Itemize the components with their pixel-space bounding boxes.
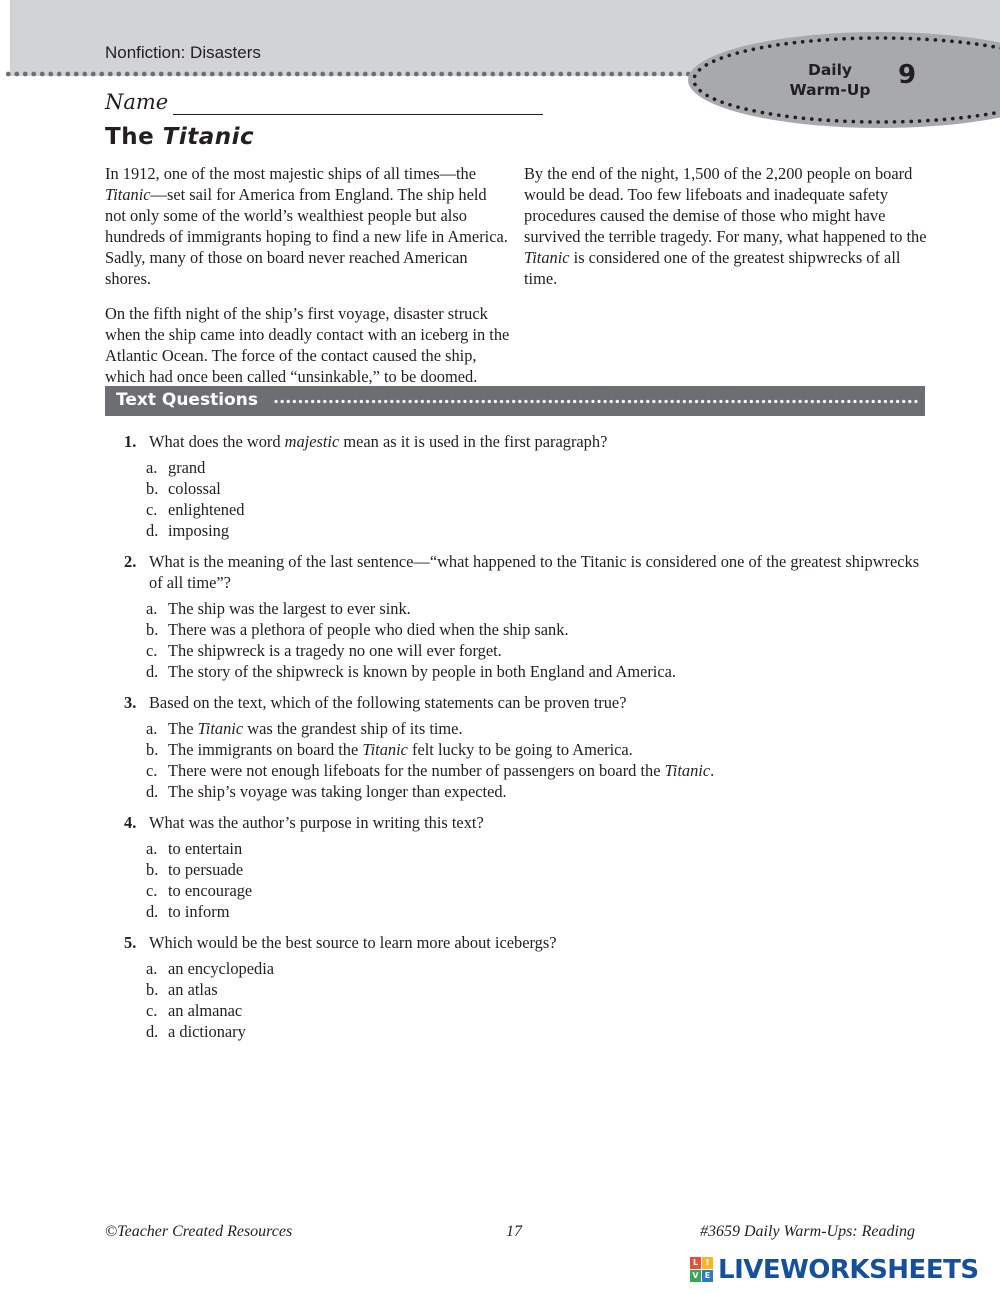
badge-line2: Warm-Up <box>789 81 871 99</box>
badge-number: 9 <box>898 60 917 90</box>
answer-options <box>105 718 925 802</box>
logo-tile-i: I <box>702 1257 713 1269</box>
question-item <box>105 431 925 541</box>
answer-option[interactable]: a. The Titanic was the grandest ship of its time. <box>146 719 463 738</box>
question-stem: 1. What does the word majestic mean as it is used in the first paragraph? <box>124 432 608 451</box>
page-title <box>105 124 254 150</box>
passage-column-left <box>105 163 510 401</box>
logo-tile-l: L <box>690 1257 701 1269</box>
section-header-bar <box>105 386 925 416</box>
title-italic: Titanic <box>162 124 255 150</box>
passage-column-right <box>524 163 934 303</box>
footer-copyright: ©Teacher Created Resources <box>105 1223 293 1240</box>
question-number: 1. <box>124 432 137 451</box>
answer-option[interactable]: c. an almanac <box>146 1001 243 1020</box>
answer-option[interactable]: b. to persuade <box>146 860 244 879</box>
answer-option[interactable]: d. to inform <box>146 902 230 921</box>
question-item <box>105 812 925 922</box>
answer-option[interactable]: a. to entertain <box>146 839 243 858</box>
category-label: Nonfiction: Disasters <box>105 43 261 62</box>
answer-option[interactable]: a. The ship was the largest to ever sink. <box>146 599 411 618</box>
name-field <box>105 90 168 120</box>
liveworksheets-logo-icon <box>690 1257 714 1283</box>
answer-options <box>105 958 925 1042</box>
answer-option[interactable]: b. There was a plethora of people who died when the ship sank. <box>146 620 569 639</box>
answer-options <box>105 838 925 922</box>
answer-options <box>105 457 925 541</box>
badge-label <box>782 60 878 100</box>
section-title: Text Questions <box>116 390 258 410</box>
question-item <box>105 551 925 682</box>
question-item <box>105 932 925 1042</box>
question-number: 5. <box>124 933 137 952</box>
footer-page-number: 17 <box>506 1223 522 1240</box>
name-label: Name <box>105 90 169 114</box>
question-number: 3. <box>124 693 137 712</box>
passage-paragraph-2: On the fifth night of the ship’s first voyage, disaster struck when the ship came into deadly contact with an iceberg in the Atlantic Ocean. The force of the contact caused the ship, which had once been called “unsinkable,” to be doomed. <box>105 304 510 386</box>
answer-option[interactable]: d. a dictionary <box>146 1022 246 1041</box>
footer-book-title: #3659 Daily Warm-Ups: Reading <box>700 1223 915 1240</box>
answer-option[interactable]: d. imposing <box>146 521 230 540</box>
question-number: 2. <box>124 552 137 571</box>
passage-paragraph-1: In 1912, one of the most majestic ships of all times—the Titanic—set sail for America from England. The ship held not only some of the world’s wealthiest people but also hundreds of immigrants hoping to find a new life in America. Sadly, many of those on board never reached American shores. <box>105 164 508 288</box>
question-stem: 4. What was the author’s purpose in writing this text? <box>124 813 484 832</box>
logo-tile-v: V <box>690 1270 701 1282</box>
answer-option[interactable]: c. to encourage <box>146 881 253 900</box>
answer-options <box>105 598 925 682</box>
answer-option[interactable]: b. colossal <box>146 479 221 498</box>
answer-option[interactable]: d. The story of the shipwreck is known by people in both England and America. <box>146 662 676 681</box>
section-dotted-rule <box>273 398 919 405</box>
header-dotted-line <box>4 70 704 78</box>
name-underline <box>173 114 543 115</box>
answer-option[interactable]: b. an atlas <box>146 980 218 999</box>
answer-option[interactable]: b. The immigrants on board the Titanic felt lucky to be going to America. <box>146 740 633 759</box>
question-list <box>105 431 925 1052</box>
answer-option[interactable]: d. The ship’s voyage was taking longer than expected. <box>146 782 507 801</box>
title-prefix: The <box>105 124 163 150</box>
answer-option[interactable]: a. grand <box>146 458 206 477</box>
answer-option[interactable]: c. The shipwreck is a tragedy no one will ever forget. <box>146 641 502 660</box>
question-number: 4. <box>124 813 137 832</box>
answer-option[interactable]: c. There were not enough lifeboats for the number of passengers on board the Titanic. <box>146 761 715 780</box>
passage-paragraph-3: By the end of the night, 1,500 of the 2,200 people on board would be dead. Too few lifeboats and inadequate safety procedures caused the demise of those who might have survived the terrible tragedy. For many, what happened to the Titanic is considered one of the greatest shipwrecks of all time. <box>524 164 927 288</box>
badge-line1: Daily <box>807 61 853 79</box>
answer-option[interactable]: a. an encyclopedia <box>146 959 275 978</box>
answer-option[interactable]: c. enlightened <box>146 500 245 519</box>
question-stem: 5. Which would be the best source to learn more about icebergs? <box>124 933 557 952</box>
question-item <box>105 692 925 802</box>
question-stem: 3. Based on the text, which of the following statements can be proven true? <box>124 693 627 712</box>
question-stem: 2. What is the meaning of the last sentence—“what happened to the Titanic is considered one of the greatest shipwrecks of all time”? <box>124 552 920 592</box>
logo-tile-e: E <box>702 1270 713 1282</box>
liveworksheets-wordmark: LIVEWORKSHEETS <box>718 1255 979 1285</box>
